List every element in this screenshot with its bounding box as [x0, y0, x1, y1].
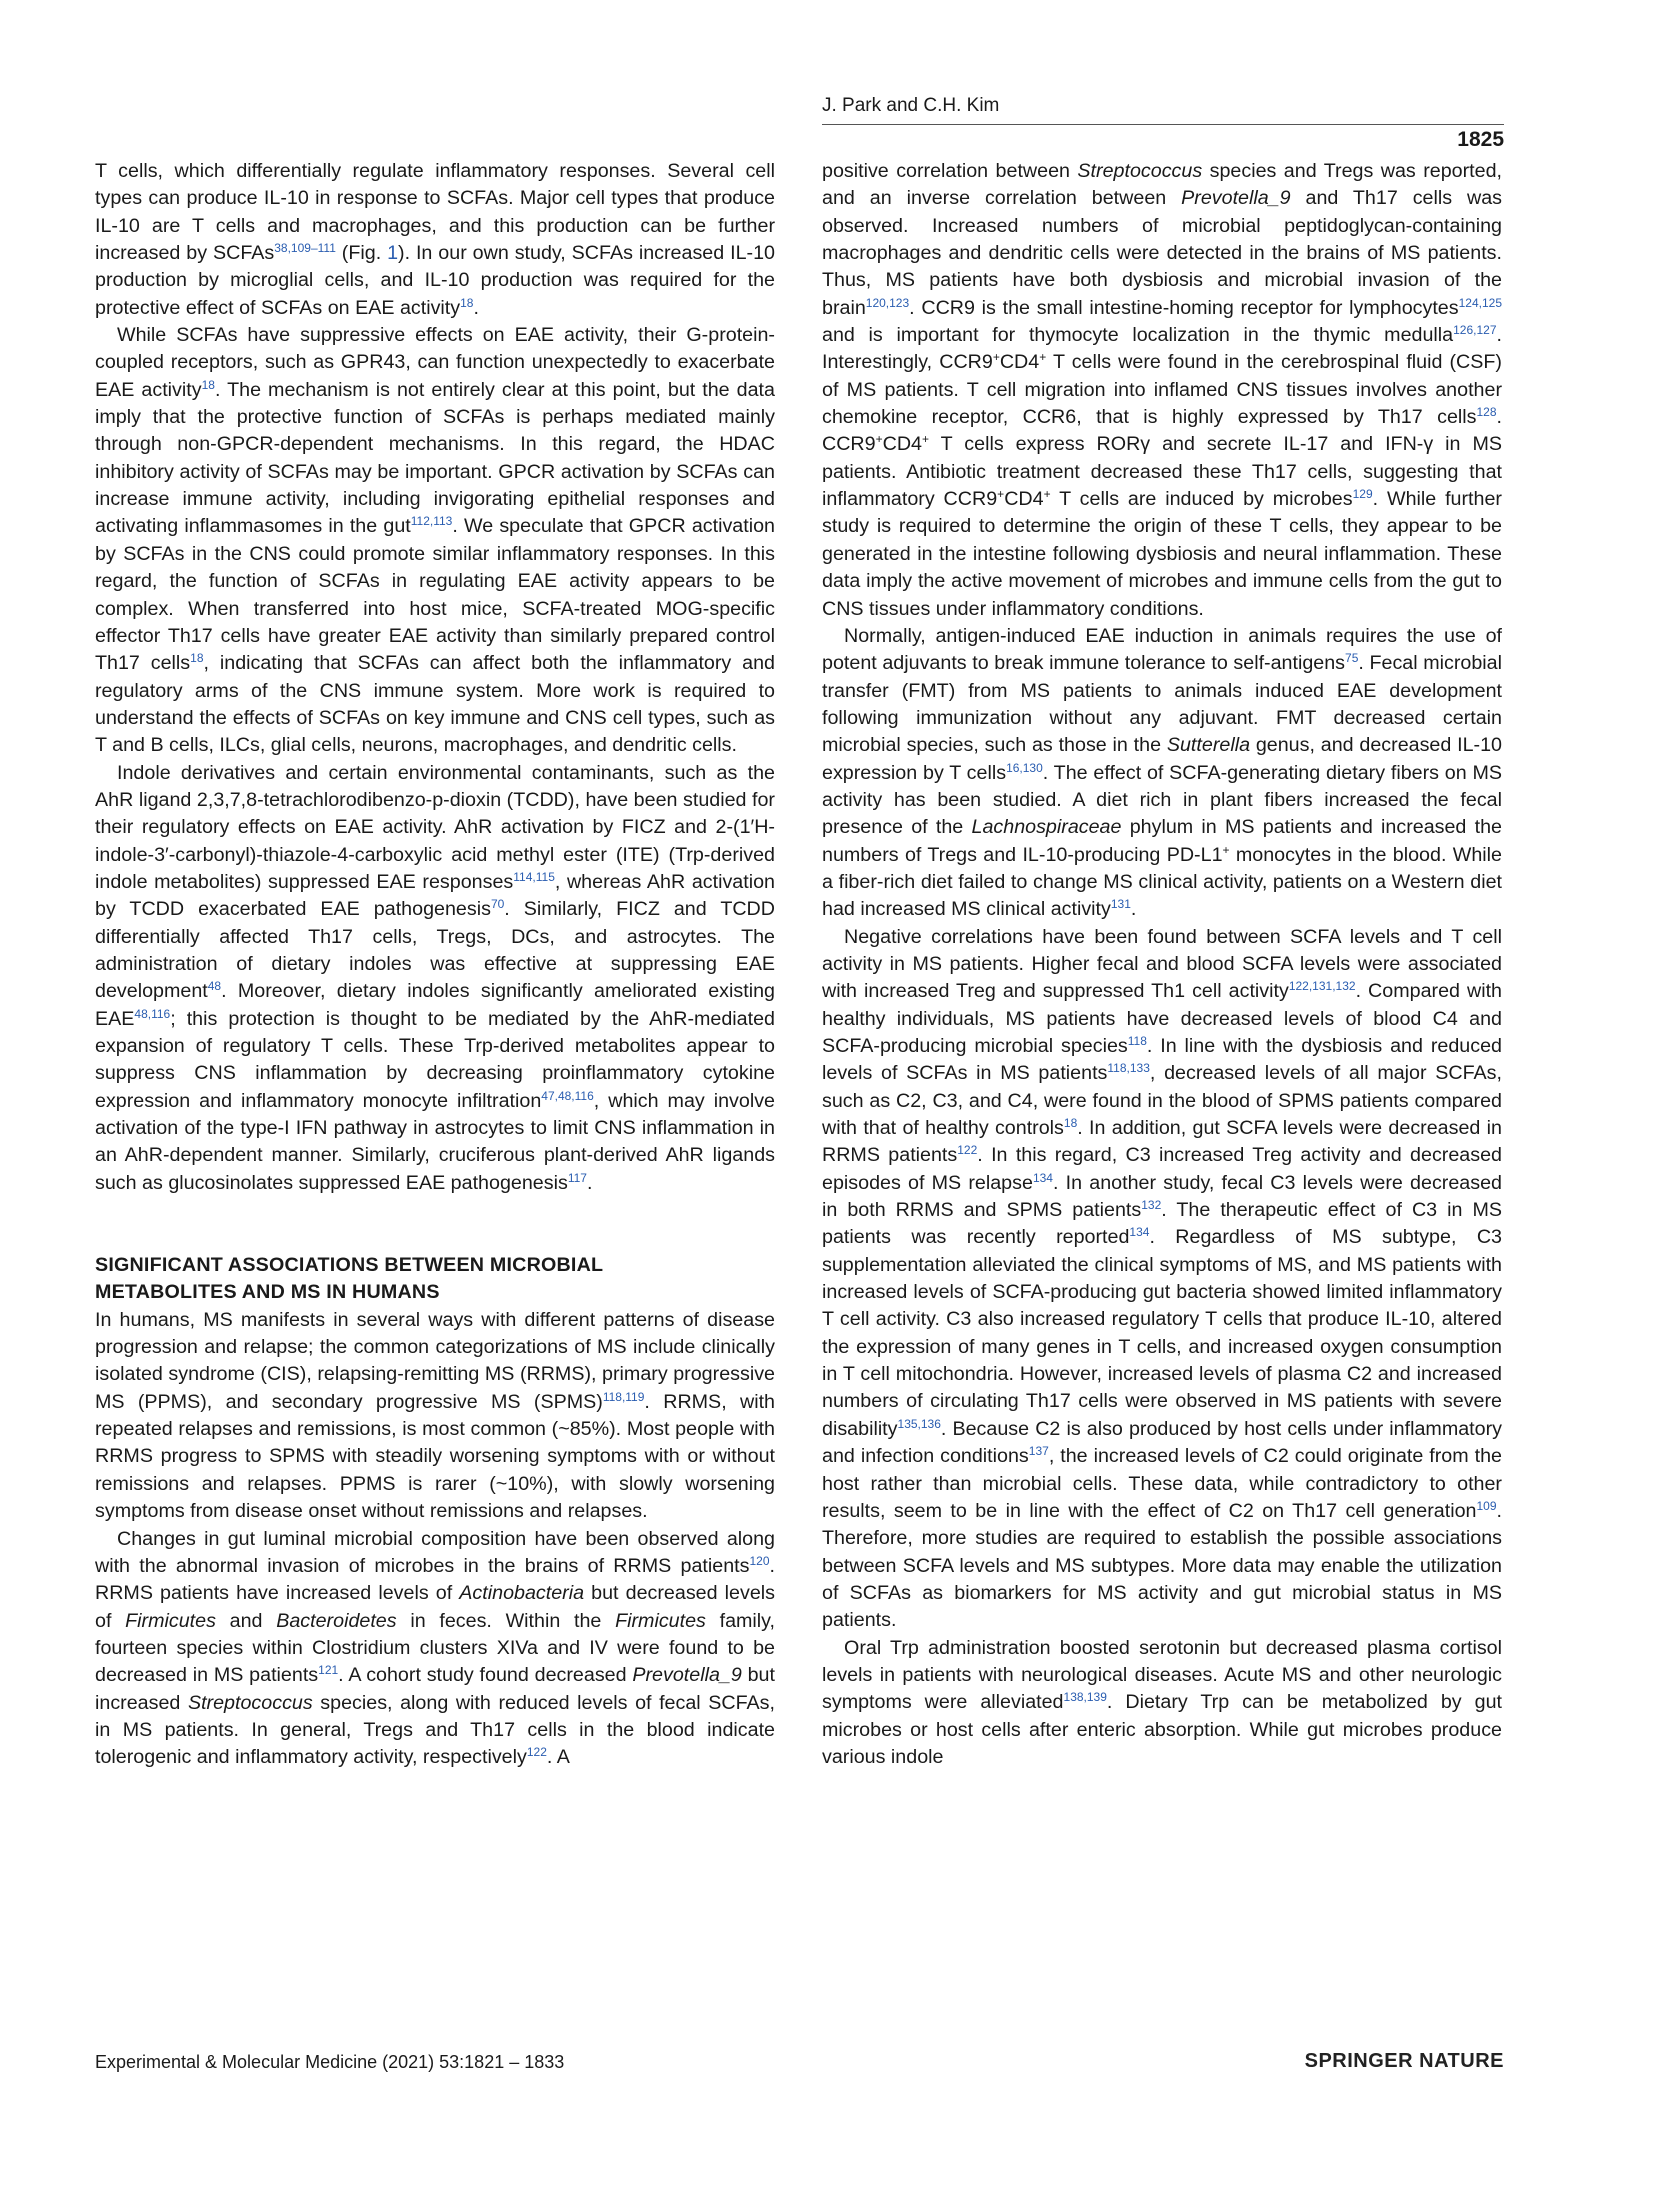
paragraph: While SCFAs have suppressive effects on EAE activity, their G-protein-coupled receptors, such as GPR43, can function unexpectedly to exacerbate EAE activity$^{18}$. The mechanism is not entirely clear at this point, but the data imply that the protective function of SCFAs is perhaps mediated mainly through non-GPCR-dependent mechanisms. In this regard, the HDAC inhibitory activity of SCFAs may be important. GPCR activation by SCFAs can increase immune activity, including invigorating epithelial responses and activating inflammasomes in the gut$^{112,113}$. We speculate that GPCR activation by SCFAs in the CNS could promote similar inflammatory responses. In this regard, the function of SCFAs in regulating EAE activity appears to be complex. When transferred into host mice, SCFA-treated MOG-specific effector Th17 cells have greater EAE activity than similarly prepared control Th17 cells$^{18}$, indicating that SCFAs can affect both the inflammatory and regulatory arms of the CNS immune system. More work is required to understand the effects of SCFAs on key immune and CNS cell types, such as T and B cells, ILCs, glial cells, neurons, macrophages, and dendritic cells. [95, 324, 775, 757]
page-number: 1825 [1457, 128, 1504, 151]
paragraph: In humans, MS manifests in several ways with different patterns of disease progression and relapse; the common categorizations of MS include clinically isolated syndrome (CIS), relapsing-remitting MS (RRMS), primary progressive MS (PPMS), and secondary progressive MS (SPMS)$^{118,119}$. RRMS, with repeated relapses and remissions, is most common (~85%). Most people with RRMS progress to SPMS with steadily worsening symptoms with or without remissions and relapses. PPMS is rarer (~10%), with slowly worsening symptoms from disease onset without remissions and relapses. [95, 1308, 776, 1523]
citation[interactable]: 18 [190, 651, 204, 666]
citation[interactable]: 114,115 [513, 869, 555, 884]
citation[interactable]: 118 [1127, 1034, 1147, 1048]
citation[interactable]: 131 [1110, 897, 1131, 912]
section-heading: SIGNIFICANT ASSOCIATIONS BETWEEN MICROBIAL METABOLITES AND MS IN HUMANS [95, 1254, 604, 1304]
citation[interactable]: 126,127 [1453, 323, 1497, 338]
paragraph: positive correlation between Streptococcus species and Tregs was reported, and an inverse correlation between Prevotella_9 and Th17 cells was observed. Increased numbers of microbial peptidoglycan-containing macrophages and dendritic cells were detected in the brains of MS patients. Thus, MS patients have both dysbiosis and microbial invasion of the brain$^{120,123}$. CCR9 is the small intestine-homing receptor for lymphocytes$^{124,125}$ and is important for thymocyte localization in the thymic medulla$^{126,127}$. Interestingly, CCR9+CD4+ T cells were found in the cerebrospinal fluid (CSF) of MS patients. T cell migration into inflamed CNS tissues involves another chemokine receptor, CCR6, that is highly expressed by Th17 cells$^{128}$. CCR9+CD4+ T cells express RORγ and secrete IL-17 and IFN-γ in MS patients. Antibiotic treatment decreased these Th17 cells, suggesting that inflammatory CCR9+CD4+ T cells are induced by microbes$^{129}$. While further study is required to determine the origin of these T cells, they appear to be generated in the intestine following dysbiosis and neural inflammation. These data imply the active movement of microbes and immune cells from the gut to CNS tissues under inflammatory conditions. [822, 160, 1503, 620]
paragraph: Oral Trp administration boosted serotonin but decreased plasma cortisol levels in patients with neurological diseases. Acute MS and other neurologic symptoms were alleviated$^{138,139}$. Dietary Trp can be metabolized by gut microbes or host cells after enteric absorption. While gut microbes produce various indole [822, 1636, 1502, 1768]
citation[interactable]: 117 [567, 1170, 587, 1185]
citation[interactable]: 124,125 [1458, 295, 1502, 310]
citation[interactable]: 137 [1028, 1444, 1049, 1459]
superscript-plus: + [922, 432, 930, 447]
superscript-plus: + [1222, 842, 1230, 857]
paragraph: Indole derivatives and certain environmental contaminants, such as the AhR ligand 2,3,7,8-tetrachlorodibenzo-p-dioxin (TCDD), have been studied for their regulatory effects on EAE activity. AhR activation by FICZ and 2-(1′H-indole-3′-carbonyl)-thiazole-4-carboxylic acid methyl ester (ITE) (Trp-derived indole metabolites) suppressed EAE responses$^{114,115}$, whereas AhR activation by TCDD exacerbated EAE pathogenesis$^{70}$. Similarly, FICZ and TCDD differentially affected Th17 cells, Tregs, DCs, and astrocytes. The administration of dietary indoles was effective at suppressing EAE development$^{48}$. Moreover, dietary indoles significantly ameliorated existing EAE$^{48,116}$; this protection is thought to be mediated by the AhR-mediated expansion of regulatory T cells. These Trp-derived metabolites appear to suppress CNS inflammation by decreasing proinflammatory cytokine expression and inflammatory monocyte infiltration$^{47,48,116}$, which may involve activation of the type-I IFN pathway in astrocytes to limit CNS inflammation in an AhR-dependent manner. Similarly, cruciferous plant-derived AhR ligands such as glucosinolates suppressed EAE pathogenesis$^{117}$. [95, 761, 775, 1194]
paragraph: Normally, antigen-induced EAE induction in animals requires the use of potent adjuvants to break immune tolerance to self-antigens$^{75}$. Fecal microbial transfer (FMT) from MS patients to animals induced EAE development following immunization without any adjuvant. FMT decreased certain microbial species, such as those in the Sutterella genus, and decreased IL-10 expression by T cells$^{16,130}$. The effect of SCFA-generating dietary fibers on MS activity has been studied. A diet rich in plant fibers increased the fecal presence of the Lachnospiraceae phylum in MS patients and increased the numbers of Tregs and IL-10-producing PD-L1+ monocytes in the blood. While a fiber-rich diet failed to change MS clinical activity, patients on a Western diet had increased MS clinical activity$^{131}$. [822, 624, 1503, 921]
paragraph: T cells, which differentially regulate inflammatory responses. Several cell types can produce IL-10 in response to SCFAs. Major cell types that produce IL-10 are T cells and macrophages, and this production can be further increased by SCFAs$^{38,109-111}$ (Fig. 1). In our own study, SCFAs increased IL-10 production by microglial cells, and IL-10 production was required for the protective effect of SCFAs on EAE activity$^{18}$. [95, 160, 775, 319]
citation[interactable]: 122 [957, 1143, 978, 1158]
citation[interactable]: 129 [1352, 487, 1373, 502]
header-divider [822, 124, 1504, 125]
citation[interactable]: 121 [318, 1663, 339, 1678]
citation[interactable]: 16,130 [1006, 760, 1043, 775]
paragraph: Changes in gut luminal microbial composition have been observed along with the abnormal invasion of microbes in the brains of RRMS patients$^{120}$. RRMS patients have increased levels of Actinobacteria but decreased levels of Firmicutes and Bacteroidetes in feces. Within the Firmicutes family, fourteen species within Clostridium clusters XIVa and IV were found to be decreased in MS patients$^{121}$. A cohort study found decreased Prevotella_9 but increased Streptococcus species, along with reduced levels of fecal SCFAs, in MS patients. In general, Tregs and Th17 cells in the blood indicate tolerogenic and inflammatory activity, respectively$^{122}$. A [95, 1527, 776, 1769]
citation[interactable]: 48,116 [134, 1006, 171, 1021]
citation[interactable]: 118,119 [602, 1389, 645, 1404]
citation[interactable]: 18 [1063, 1116, 1078, 1131]
right-column [822, 158, 1502, 1771]
citation[interactable]: 38,109–111 [274, 241, 336, 256]
citation[interactable]: 18 [460, 295, 474, 310]
citation[interactable]: 18 [201, 377, 215, 392]
left-column [95, 158, 775, 1772]
superscript-plus: + [875, 432, 883, 447]
citation[interactable]: 47,48,116 [541, 1088, 594, 1103]
superscript-plus: + [992, 350, 1000, 365]
citation[interactable]: 112,113 [410, 514, 453, 529]
citation[interactable]: 118,133 [1107, 1061, 1150, 1076]
publisher-logo: SPRINGER NATURE [1304, 2050, 1504, 2072]
citation[interactable]: 122,131,132 [1288, 979, 1356, 994]
footer-journal-citation: Experimental & Molecular Medicine (2021) 53:1821 – 1833 [95, 2052, 565, 2072]
citation[interactable]: 75 [1345, 651, 1359, 666]
citation[interactable]: 122 [526, 1745, 547, 1760]
paragraph: Negative correlations have been found between SCFA levels and T cell activity in MS patients. Higher fecal and blood SCFA levels were associated with increased Treg and suppressed Th1 cell activity$^{122,131,132}$. Compared with healthy individuals, MS patients have decreased levels of blood C4 and SCFA-producing microbial species$^{118}$. In line with the dysbiosis and reduced levels of SCFAs in MS patients$^{118,133}$, decreased levels of all major SCFAs, such as C2, C3, and C4, were found in the blood of SPMS patients compared with that of healthy controls$^{18}$. In addition, gut SCFA levels were decreased in RRMS patients$^{122}$. In this regard, C3 increased Treg activity and decreased episodes of MS relapse$^{134}$. In another study, fecal C3 levels were decreased in both RRMS and SPMS patients$^{132}$. The therapeutic effect of C3 in MS patients was recently reported$^{134}$. Regardless of MS subtype, C3 supplementation alleviated the clinical symptoms of MS, and MS patients with increased levels of SCFA-producing gut bacteria showed limited inflammatory T cell activity. C3 also increased regulatory T cells that produce IL-10, altered the expression of many genes in T cells, and increased oxygen consumption in T cell mitochondria. However, increased levels of plasma C2 and increased numbers of circulating Th17 cells were observed in MS patients with severe disability$^{135,136}$. Because C2 is also produced by host cells under inflammatory and infection conditions$^{137}$, the increased levels of C2 could originate from the host rather than microbial cells. These data, while contradictory to other results, seem to be in line with the effect of C2 on Th17 cell generation$^{109}$. Therefore, more studies are required to establish the possible associations between SCFA levels and MS subtypes. More data may enable the utilization of SCFAs as biomarkers for MS activity and gut microbial status in MS patients. [822, 925, 1503, 1632]
citation[interactable]: 128 [1476, 405, 1497, 420]
citation[interactable]: 48 [207, 979, 222, 994]
citation[interactable]: 138,139 [1063, 1690, 1107, 1705]
citation[interactable]: 120,123 [865, 295, 910, 310]
citation[interactable]: 70 [490, 897, 505, 912]
superscript-plus: + [997, 487, 1005, 502]
running-header-authors: J. Park and C.H. Kim [822, 95, 1000, 116]
citation[interactable]: 120 [749, 1553, 770, 1568]
citation[interactable]: 134 [1032, 1170, 1053, 1185]
citation[interactable]: 135,136 [897, 1416, 941, 1431]
superscript-plus: + [1039, 350, 1047, 365]
citation[interactable]: 109 [1476, 1498, 1497, 1513]
citation[interactable]: 132 [1141, 1198, 1162, 1213]
citation[interactable]: 134 [1129, 1225, 1150, 1240]
figure-link[interactable]: 1 [387, 242, 399, 265]
superscript-plus: + [1043, 487, 1051, 502]
